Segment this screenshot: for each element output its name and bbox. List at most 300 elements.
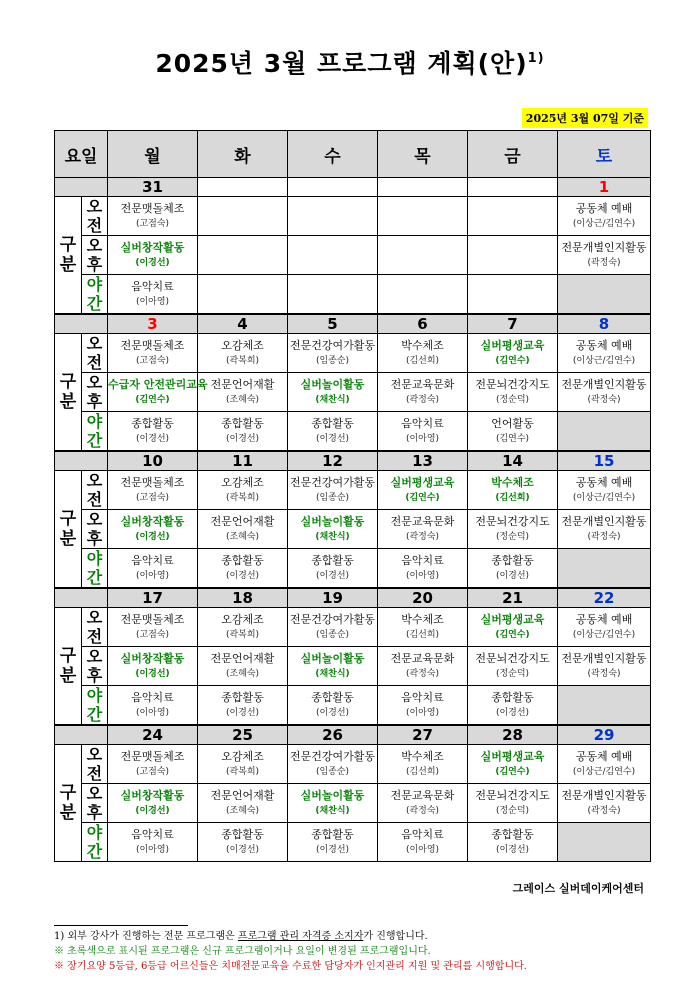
program-instructor: (곽정숙) [587,806,621,816]
program-instructor: (이상근/김연수) [572,493,636,503]
date-row [55,451,651,471]
program-cell [288,412,378,452]
date-cell: 5 [288,314,378,334]
period-label: 오 전 [82,197,108,236]
program-instructor: (곽정숙) [587,669,621,679]
date-cell: 28 [468,725,558,745]
program-name: 종합활동 [311,554,354,567]
program-instructor: (이아영) [135,297,170,307]
program-cell [198,510,288,549]
date-cell: 29 [558,725,651,745]
date-cell: 13 [378,451,468,471]
program-cell [558,823,651,862]
program-name: 전문언어재활 [210,378,275,391]
date-cell: 24 [108,725,198,745]
period-label: 야 간 [82,823,108,862]
program-instructor: (곽정숙) [587,395,621,405]
program-name: 박수체조 [401,339,444,352]
program-cell [558,236,651,275]
footnote-3: ※ 장기요양 5등급, 6등급 어르신들은 치매전문교육을 수료한 담당자가 인지관리 지원 및 관리를 시행합니다. [54,961,527,972]
date-cell [198,178,288,197]
footnote-divider [54,925,188,926]
program-instructor: (정순덕) [495,395,530,405]
program-calendar [54,130,651,862]
program-cell [558,745,651,784]
program-cell [108,334,198,373]
program-cell [108,373,208,412]
date-cell: 19 [288,588,378,608]
program-cell [288,608,378,647]
program-cell [198,412,288,452]
program-cell [468,686,558,726]
program-instructor: (임종순) [315,493,350,503]
program-cell [558,334,651,373]
program-cell [468,608,558,647]
program-cell [468,471,558,510]
date-cell [378,178,468,197]
program-name: 전문개별인지활동 [561,515,647,528]
program-cell [108,197,198,236]
date-cell: 20 [378,588,468,608]
date-cell: 7 [468,314,558,334]
date-cell [288,178,378,197]
program-cell [288,275,378,315]
program-cell [468,334,558,373]
program-cell [108,236,198,275]
header-row [55,131,651,178]
date-cell: 11 [198,451,288,471]
program-instructor: (이상근/김연수) [572,767,636,777]
program-instructor: (이경선) [135,669,170,679]
program-name: 음악치료 [401,691,444,704]
program-name: 전문맷돌체조 [120,476,185,489]
program-name: 오감체조 [221,613,264,626]
program-instructor: (조혜숙) [225,532,260,542]
program-instructor: (이경선) [495,845,530,855]
program-name: 음악치료 [401,554,444,567]
program-name: 종합활동 [221,554,264,567]
program-cell [288,784,378,823]
program-cell [378,334,468,373]
program-row [55,197,651,236]
program-name: 음악치료 [131,554,174,567]
date-row-spacer [55,178,108,197]
period-label: 오 후 [82,784,108,823]
gubun-label: 구 분 [55,471,82,589]
program-cell [468,745,558,784]
program-instructor: (곽정숙) [405,395,440,405]
period-label: 오 전 [82,471,108,510]
program-name: 오감체조 [221,750,264,763]
gubun-label: 구 분 [55,745,82,862]
program-instructor: (정순덕) [495,669,530,679]
program-cell [378,686,468,726]
program-instructor: (곽정숙) [405,806,440,816]
program-cell [108,745,198,784]
program-cell [378,275,468,315]
program-instructor: (이경선) [315,434,350,444]
program-cell [558,608,651,647]
program-name: 실버놀이활동 [300,789,365,802]
program-cell [378,236,468,275]
program-cell [468,823,558,862]
date-cell: 27 [378,725,468,745]
program-name: 종합활동 [311,417,354,430]
program-cell [288,471,378,510]
program-name: 전문언어재활 [210,652,275,665]
program-row [55,608,651,647]
program-instructor: (고점숙) [135,630,170,640]
program-name: 실버평생교육 [480,750,545,763]
program-name: 전문뇌건강지도 [475,378,550,391]
program-name: 종합활동 [221,691,264,704]
program-cell [558,510,651,549]
program-row [55,334,651,373]
program-instructor: (정순덕) [495,532,530,542]
program-instructor: (정순덕) [495,806,530,816]
program-cell [108,647,198,686]
program-instructor: (김연수) [495,356,530,366]
program-instructor: (이경선) [225,708,260,718]
program-cell [378,471,468,510]
program-instructor: (곽정숙) [405,532,440,542]
program-name: 전문언어재활 [210,789,275,802]
program-instructor: (김선희) [405,356,440,366]
program-cell [198,197,288,236]
program-name: 전문건강여가활동 [290,339,376,352]
program-instructor: (채찬식) [315,395,350,405]
program-name: 전문건강여가활동 [290,476,376,489]
program-name: 전문개별인지활동 [561,241,647,254]
program-instructor: (고점숙) [135,219,170,229]
footnote-2: ※ 초록색으로 표시된 프로그램은 신규 프로그램이거나 요일이 변경된 프로그램입니다. [54,946,431,957]
program-instructor: (고점숙) [135,493,170,503]
program-row [55,471,651,510]
program-name: 언어활동 [491,417,534,430]
program-name: 실버평생교육 [480,339,545,352]
program-name: 전문맷돌체조 [120,613,185,626]
header-thu: 목 [378,131,468,178]
program-cell [378,412,468,452]
title-footnote-mark: 1) [527,51,545,66]
gubun-label: 구 분 [55,608,82,726]
program-cell [288,236,378,275]
program-name: 종합활동 [491,828,534,841]
program-name: 종합활동 [221,417,264,430]
date-cell: 17 [108,588,198,608]
program-name: 종합활동 [131,417,174,430]
program-cell [558,197,651,236]
program-name: 종합활동 [491,554,534,567]
program-name: 실버평생교육 [480,613,545,626]
program-cell [378,608,468,647]
program-name: 공동체 예배 [575,202,633,215]
program-cell [288,549,378,589]
date-row [55,725,651,745]
program-cell [558,373,651,412]
program-cell [558,647,651,686]
program-name: 공동체 예배 [575,339,633,352]
program-instructor: (이아영) [135,845,170,855]
date-cell: 31 [108,178,198,197]
program-instructor: (이경선) [135,806,170,816]
program-name: 전문뇌건강지도 [475,652,550,665]
program-cell [558,412,651,452]
gubun-label: 구 분 [55,197,82,315]
program-name: 실버놀이활동 [300,378,365,391]
header-wed: 수 [288,131,378,178]
program-instructor: (채찬식) [315,532,350,542]
program-cell [468,784,558,823]
program-name: 전문맷돌체조 [120,339,185,352]
program-cell [468,647,558,686]
period-label: 오 전 [82,608,108,647]
program-instructor: (이경선) [315,571,350,581]
date-cell: 26 [288,725,378,745]
program-row [55,549,651,589]
program-name: 오감체조 [221,339,264,352]
date-cell: 15 [558,451,651,471]
program-name: 음악치료 [401,417,444,430]
program-cell [558,686,651,726]
program-cell [198,686,288,726]
date-cell: 1 [558,178,651,197]
program-cell [108,784,198,823]
program-name: 전문교육문화 [390,515,455,528]
program-cell [378,549,468,589]
program-cell [468,236,558,275]
program-cell [108,549,198,589]
program-name: 전문교육문화 [390,652,455,665]
program-cell [108,510,198,549]
date-cell: 6 [378,314,468,334]
program-name: 공동체 예배 [575,476,633,489]
program-instructor: (조혜숙) [225,669,260,679]
header-sat: 토 [558,131,651,178]
program-row [55,236,651,275]
footnote-1: 1) 외부 강사가 진행하는 전문 프로그램은 프로그램 관리 자격증 소지자가 진행합니다. [54,931,428,942]
program-row [55,686,651,726]
program-cell [378,647,468,686]
program-cell [468,510,558,549]
program-cell [198,549,288,589]
program-instructor: (이상근/김연수) [572,356,636,366]
program-name: 실버창작활동 [120,652,185,665]
program-instructor: (김연수) [405,493,440,503]
program-instructor: (채찬식) [315,806,350,816]
program-cell [558,549,651,589]
program-cell [378,784,468,823]
program-instructor: (이상근/김연수) [572,219,636,229]
date-cell: 4 [198,314,288,334]
program-name: 전문개별인지활동 [561,652,647,665]
date-row-spacer [55,725,108,745]
program-name: 종합활동 [311,691,354,704]
program-row [55,510,651,549]
program-row [55,373,651,412]
program-name: 종합활동 [311,828,354,841]
program-instructor: (이아영) [405,434,440,444]
program-cell [288,510,378,549]
program-instructor: (곽정숙) [587,532,621,542]
program-row [55,745,651,784]
program-name: 전문건강여가활동 [290,750,376,763]
program-instructor: (이아영) [135,571,170,581]
header-day-label: 요일 [55,131,108,178]
date-row [55,588,651,608]
program-name: 전문맷돌체조 [120,202,185,215]
program-row [55,412,651,452]
program-name: 전문교육문화 [390,789,455,802]
basis-date: 2025년 3월 07일 기준 [522,108,648,128]
date-row [55,314,651,334]
program-cell [468,373,558,412]
program-cell [288,686,378,726]
program-cell [558,275,651,315]
program-instructor: (고점숙) [135,356,170,366]
program-name: 전문언어재활 [210,515,275,528]
program-instructor: (이아영) [405,845,440,855]
period-label: 오 전 [82,334,108,373]
program-cell [468,197,558,236]
program-name: 전문뇌건강지도 [475,789,550,802]
program-name: 공동체 예배 [575,750,633,763]
date-cell: 18 [198,588,288,608]
page-title: 2025년 3월 프로그램 계획(안)$^{1)}$ [155,49,545,78]
period-label: 오 후 [82,647,108,686]
program-instructor: (이경선) [225,571,260,581]
program-instructor: (조혜숙) [225,395,260,405]
program-instructor: (이경선) [315,845,350,855]
program-cell [288,647,378,686]
program-name: 음악치료 [131,828,174,841]
program-cell [108,275,198,315]
program-row [55,823,651,862]
program-name: 종합활동 [221,828,264,841]
program-instructor: (이상근/김연수) [572,630,636,640]
program-instructor: (채찬식) [315,669,350,679]
program-cell [288,823,378,862]
header-tue: 화 [198,131,288,178]
program-cell [378,823,468,862]
program-row [55,647,651,686]
program-instructor: (이경선) [495,708,530,718]
program-instructor: (김선희) [405,767,440,777]
program-name: 실버창작활동 [120,789,185,802]
period-label: 오 후 [82,373,108,412]
program-cell [108,412,198,452]
date-cell: 21 [468,588,558,608]
program-instructor: (김연수) [495,630,530,640]
program-name: 오감체조 [221,476,264,489]
period-label: 오 전 [82,745,108,784]
period-label: 오 후 [82,236,108,275]
program-name: 전문교육문화 [390,378,455,391]
program-instructor: (이경선) [225,434,260,444]
program-cell [108,686,198,726]
program-name: 전문건강여가활동 [290,613,376,626]
program-name: 전문뇌건강지도 [475,515,550,528]
date-row [55,178,651,197]
program-cell [198,608,288,647]
program-instructor: (고점숙) [135,767,170,777]
date-cell: 3 [108,314,198,334]
date-cell: 8 [558,314,651,334]
date-row-spacer [55,451,108,471]
period-label: 야 간 [82,549,108,589]
program-name: 박수체조 [491,476,534,489]
program-name: 실버창작활동 [120,515,185,528]
program-cell [198,823,288,862]
program-instructor: (이경선) [495,571,530,581]
program-instructor: (곽정숙) [405,669,440,679]
program-name: 전문맷돌체조 [120,750,185,763]
program-cell [378,510,468,549]
date-cell: 22 [558,588,651,608]
program-cell [198,236,288,275]
program-name: 공동체 예배 [575,613,633,626]
program-instructor: (김연수) [495,767,530,777]
program-cell [468,412,558,452]
date-cell: 10 [108,451,198,471]
program-instructor: (이경선) [315,708,350,718]
program-cell [468,275,558,315]
period-label: 야 간 [82,275,108,315]
program-cell [198,334,288,373]
program-cell [198,784,288,823]
program-cell [198,373,288,412]
program-cell [558,784,651,823]
period-label: 오 후 [82,510,108,549]
program-instructor: (조혜숙) [225,806,260,816]
program-name: 실버놀이활동 [300,515,365,528]
program-instructor: (이경선) [135,258,170,268]
program-name: 수급자 안전관리교육 [108,378,208,391]
period-label: 야 간 [82,412,108,452]
program-instructor: (김선희) [405,630,440,640]
program-name: 실버놀이활동 [300,652,365,665]
program-cell [288,373,378,412]
program-instructor: (임종순) [315,767,350,777]
program-cell [198,647,288,686]
date-cell: 25 [198,725,288,745]
program-cell [378,745,468,784]
program-cell [288,197,378,236]
program-instructor: (곽복희) [225,630,260,640]
program-name: 전문개별인지활동 [561,378,647,391]
program-instructor: (곽복희) [225,356,260,366]
program-instructor: (임종순) [315,356,350,366]
program-cell [198,471,288,510]
center-name: 그레이스 실버데이케어센터 [512,882,644,895]
program-instructor: (곽정숙) [587,258,621,268]
program-cell [378,373,468,412]
program-instructor: (이경선) [225,845,260,855]
program-row [55,275,651,315]
program-instructor: (이경선) [135,434,170,444]
header-mon: 월 [108,131,198,178]
program-cell [108,823,198,862]
program-cell [288,334,378,373]
date-cell: 12 [288,451,378,471]
date-row-spacer [55,314,108,334]
program-name: 실버평생교육 [390,476,455,489]
program-cell [198,745,288,784]
program-cell [198,275,288,315]
gubun-label: 구 분 [55,334,82,452]
program-cell [108,471,198,510]
program-instructor: (이아영) [405,708,440,718]
